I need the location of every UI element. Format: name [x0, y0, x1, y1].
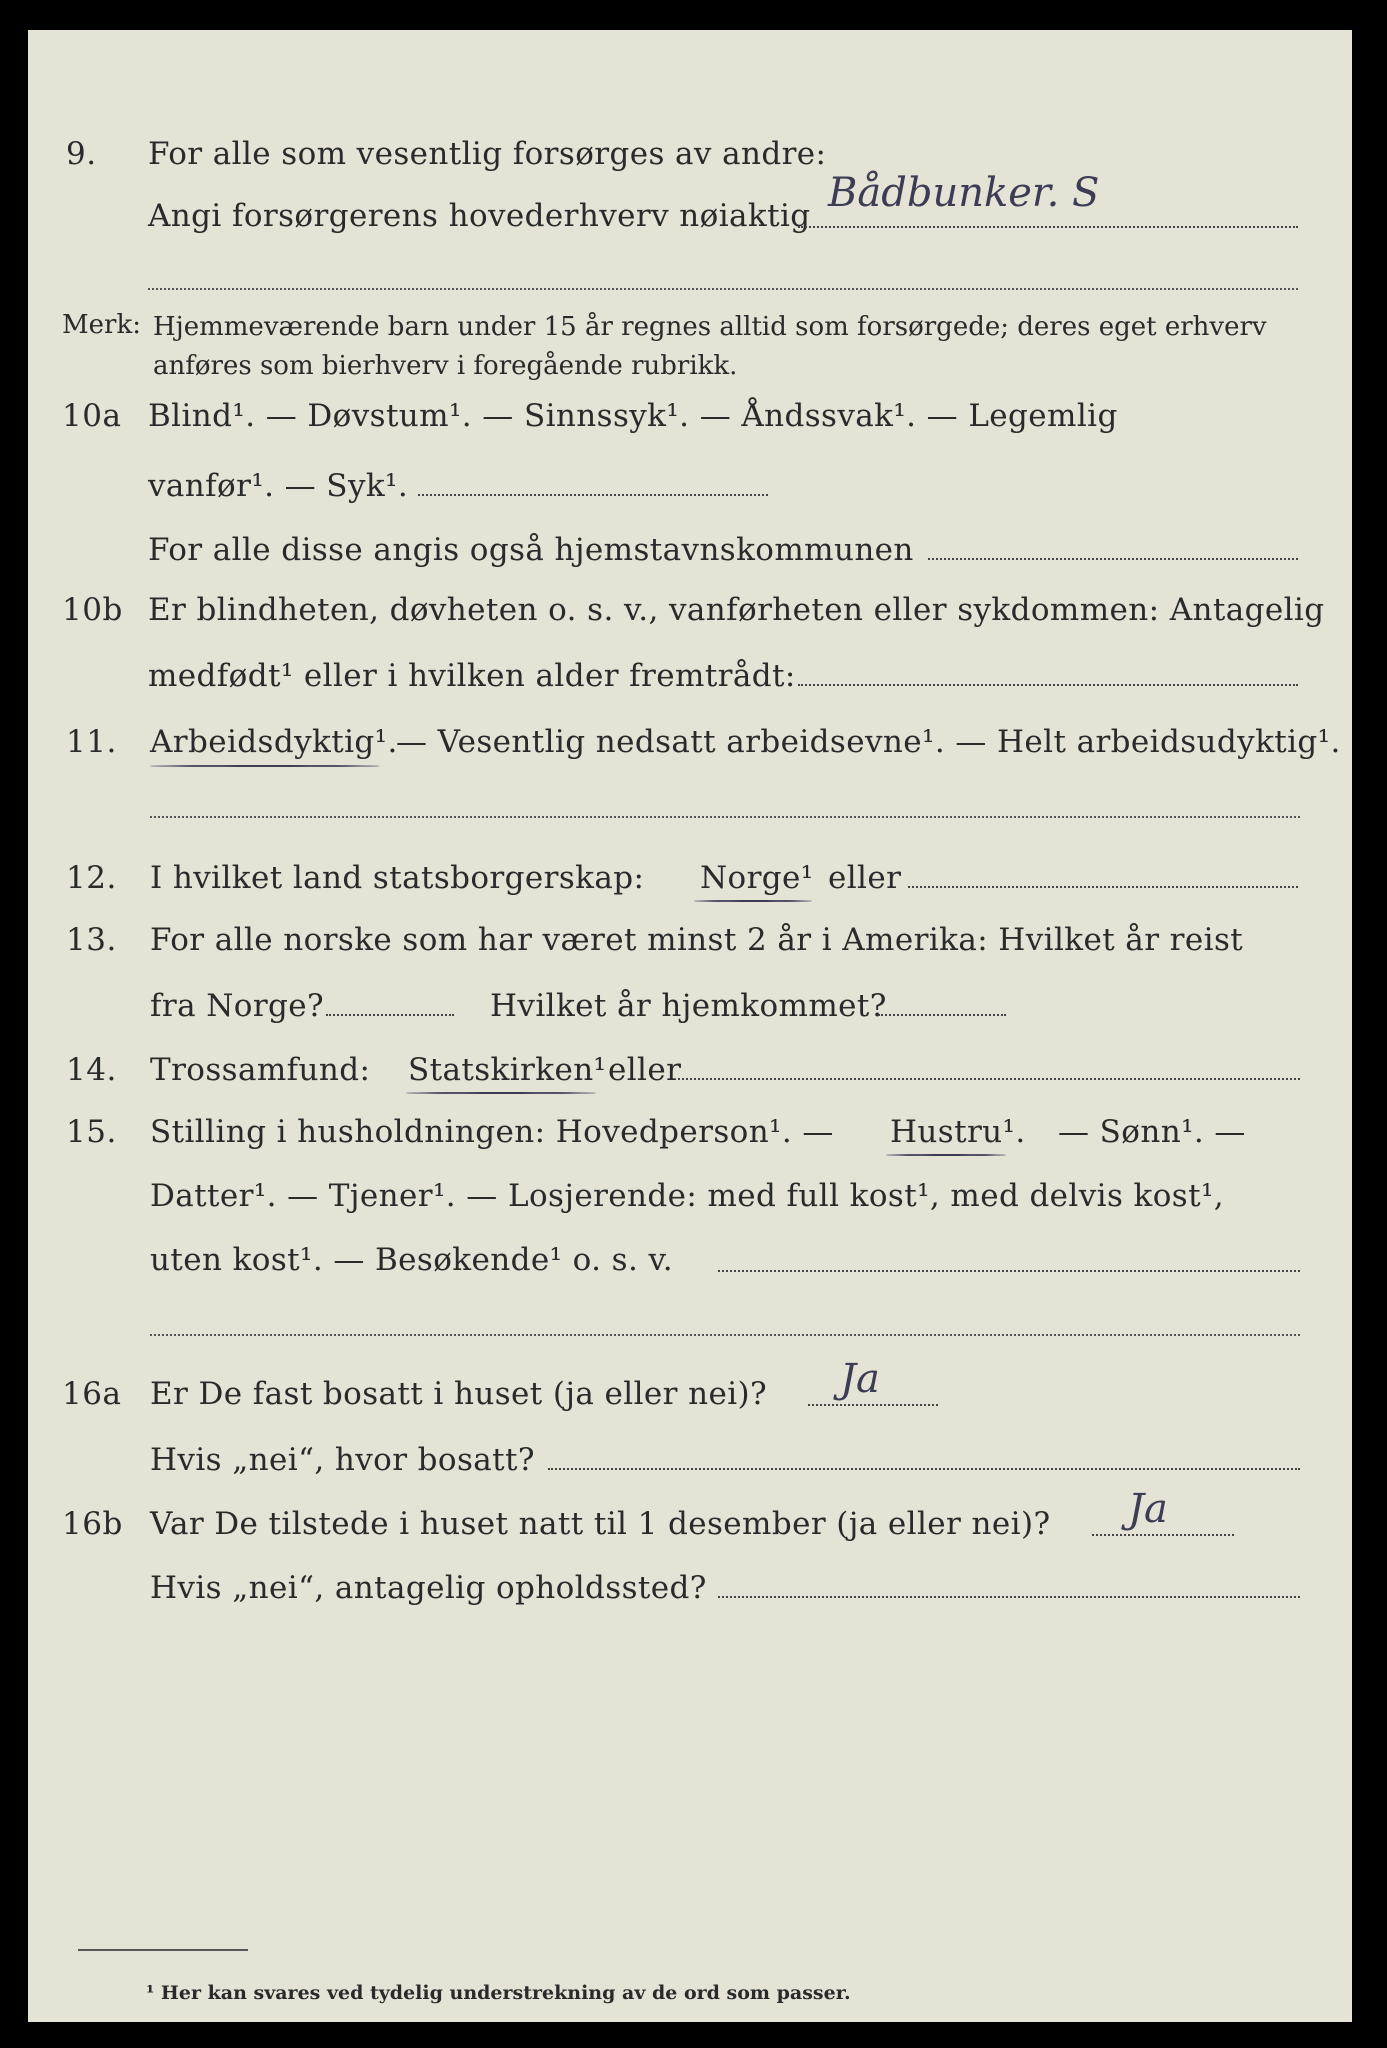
- q10b-line2: medfødt¹ eller i hvilken alder fremtrådt:: [148, 658, 796, 694]
- q9-handwritten-answer: Bådbunker. S: [828, 170, 1100, 216]
- q9-number: 9.: [66, 136, 97, 172]
- q10a-line3: For alle disse angis også hjemstavnskommunen: [148, 532, 914, 568]
- q14-underline-mark: [406, 1092, 596, 1094]
- q14-post: eller: [608, 1052, 682, 1088]
- q14-pre: Trossamfund:: [150, 1052, 371, 1088]
- q15-number: 15.: [66, 1114, 117, 1150]
- q13-hjemkommet-line: [878, 1014, 1006, 1016]
- q12-post: eller: [828, 860, 902, 896]
- q15-answer-line: [718, 1270, 1300, 1272]
- q16a-number: 16a: [62, 1376, 122, 1412]
- q16b-line2: Hvis „nei“, antagelig opholdssted?: [150, 1570, 707, 1606]
- q16a-line1: Er De fast bosatt i huset (ja eller nei)?: [150, 1376, 768, 1412]
- q12-number: 12.: [66, 860, 117, 896]
- q16b-answer-line: [1092, 1534, 1234, 1536]
- q15-line2: Datter¹. — Tjener¹. — Losjerende: med full kost¹, med delvis kost¹,: [150, 1178, 1225, 1214]
- q10a-kommune-line: [928, 558, 1298, 560]
- q12-pre: I hvilket land statsborgerskap:: [150, 860, 645, 896]
- q10a-line1: Blind¹. — Døvstum¹. — Sinnssyk¹. — Åndssvak¹. — Legemlig: [148, 398, 1118, 434]
- merk-label: Merk:: [62, 310, 141, 340]
- merk-note: Hjemmeværende barn under 15 år regnes alltid som forsørgede; deres eget erhverv anføres som bierhverv i foregående rubrikk.: [153, 312, 1267, 381]
- q16b-handwritten-answer: Ja: [1128, 1486, 1168, 1532]
- q9-extra-line: [148, 288, 1298, 290]
- q11-extra-line: [150, 816, 1300, 818]
- q12-underline-mark: [694, 900, 812, 902]
- q14-option-statskirken: Statskirken¹: [408, 1052, 607, 1088]
- q12-answer-line: [908, 886, 1298, 888]
- q13-line2b: Hvilket år hjemkommet?: [490, 988, 887, 1024]
- q15-line3: uten kost¹. — Besøkende¹ o. s. v.: [150, 1242, 673, 1278]
- q10b-line1: Er blindheten, døvheten o. s. v., vanførheten eller sykdommen: Antagelig: [148, 592, 1325, 628]
- q16a-line2: Hvis „nei“, hvor bosatt?: [150, 1442, 535, 1478]
- q13-line2a: fra Norge?: [150, 988, 325, 1024]
- q16a-answer-line: [808, 1404, 938, 1406]
- q16b-line1: Var De tilstede i huset natt til 1 desember (ja eller nei)?: [150, 1506, 1051, 1542]
- q11-option-arbeidsdyktig: Arbeidsdyktig¹.: [150, 724, 398, 760]
- q15-extra-line: [150, 1334, 1300, 1336]
- q16b-number: 16b: [62, 1506, 123, 1542]
- q9-line1: For alle som vesentlig forsørges av andre:: [148, 136, 827, 172]
- q9-answer-line: [798, 226, 1298, 228]
- q15-line1b: — Sønn¹. —: [1058, 1114, 1246, 1150]
- q13-number: 13.: [66, 922, 117, 958]
- q10a-line2: vanfør¹. — Syk¹.: [148, 468, 409, 504]
- q13-line1: For alle norske som har været minst 2 år i Amerika: Hvilket år reist: [150, 922, 1244, 958]
- census-form-page: [28, 30, 1352, 2022]
- q10a-number: 10a: [62, 398, 122, 434]
- q15-line1a: Stilling i husholdningen: Hovedperson¹. —: [150, 1114, 834, 1150]
- q9-line2: Angi forsørgerens hovederhverv nøiaktig: [148, 198, 811, 234]
- q10a-syk-line: [418, 494, 768, 496]
- q10b-answer-line: [798, 684, 1298, 686]
- q15-option-hustru: Hustru¹.: [890, 1114, 1026, 1150]
- q16b-opholdssted-line: [718, 1596, 1300, 1598]
- q14-answer-line: [678, 1078, 1300, 1080]
- q11-underline-mark: [150, 765, 380, 767]
- q13-reist-line: [326, 1014, 454, 1016]
- q11-number: 11.: [66, 724, 117, 760]
- q14-number: 14.: [66, 1052, 117, 1088]
- q16a-handwritten-answer: Ja: [840, 1356, 880, 1402]
- q16a-bosatt-line: [548, 1468, 1300, 1470]
- q12-option-norge: Norge¹: [700, 860, 814, 896]
- q10b-number: 10b: [62, 592, 123, 628]
- q11-rest: — Vesentlig nedsatt arbeidsevne¹. — Helt arbeidsudyktig¹.: [396, 724, 1341, 760]
- footnote-rule: [78, 1949, 248, 1951]
- footnote: ¹ Her kan svares ved tydelig understrekning av de ord som passer.: [146, 1982, 851, 2004]
- q15-underline-mark: [886, 1154, 1006, 1156]
